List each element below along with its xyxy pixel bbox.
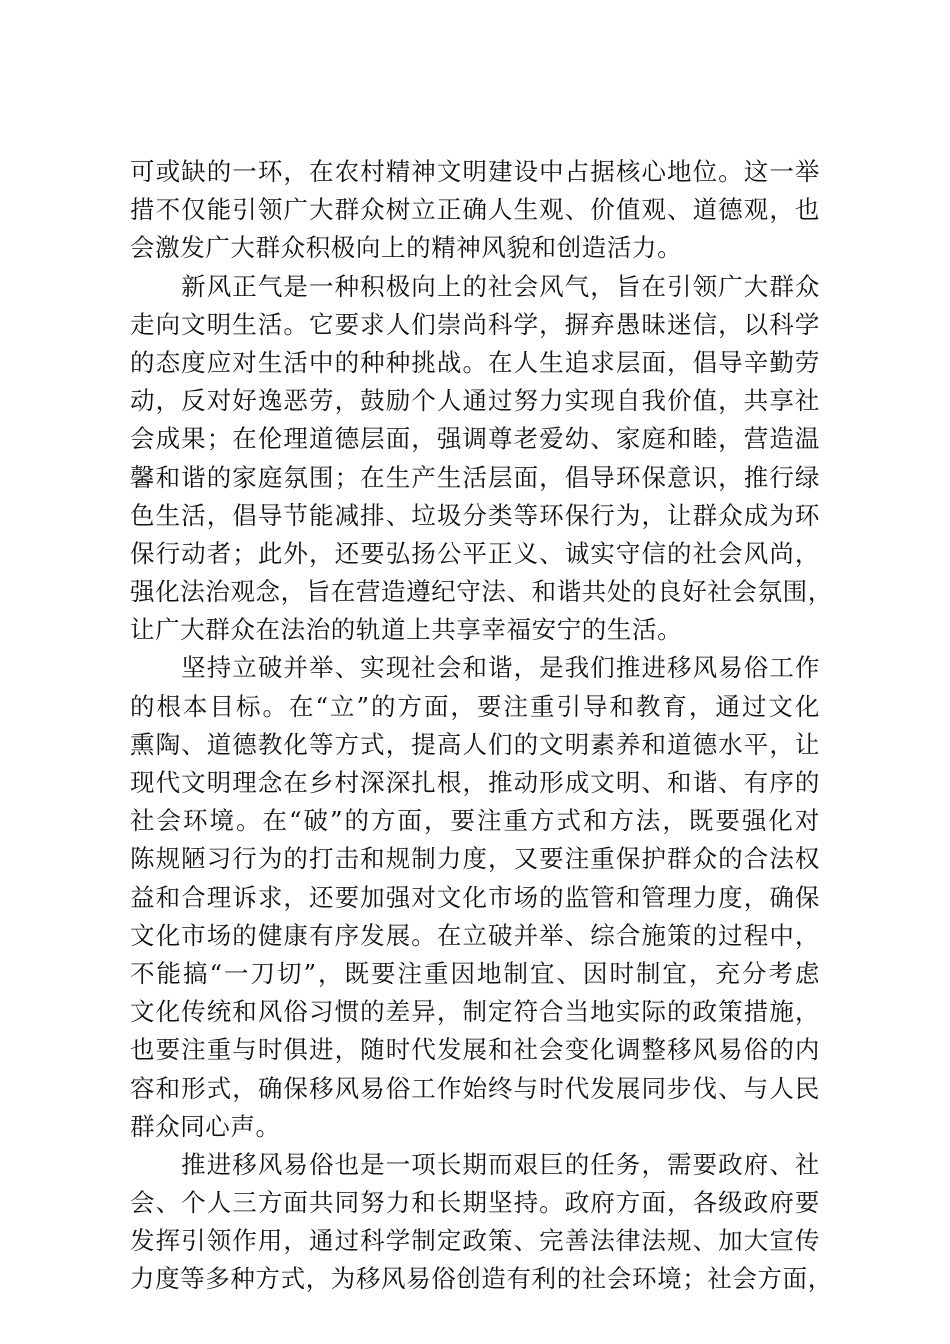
text-line: 熏陶、道德教化等方式，提高人们的文明素养和道德水平，让 (130, 729, 820, 759)
text-line: 会激发广大群众积极向上的精神风貌和创造活力。 (130, 233, 683, 263)
text-line: 让广大群众在法治的轨道上共享幸福安宁的生活。 (130, 615, 683, 645)
text-line: 社会环境。在“破”的方面，要注重方式和方法，既要强化对 (130, 806, 820, 836)
text-line: 发挥引领作用，通过科学制定政策、完善法律法规、加大宣传 (130, 1226, 820, 1256)
text-line: 益和合理诉求，还要加强对文化市场的监管和管理力度，确保 (130, 882, 820, 912)
text-line: 馨和谐的家庭氛围；在生产生活层面，倡导环保意识，推行绿 (130, 462, 820, 492)
text-line: 色生活，倡导节能减排、垃圾分类等环保行为，让群众成为环 (130, 500, 820, 530)
paragraph-start-line: 坚持立破并举、实现社会和谐，是我们推进移风易俗工作 (130, 653, 820, 683)
paragraph-start-line: 推进移风易俗也是一项长期而艰巨的任务，需要政府、社 (130, 1149, 820, 1179)
text-line: 力度等多种方式，为移风易俗创造有利的社会环境；社会方面， (130, 1264, 833, 1294)
text-line: 强化法治观念，旨在营造遵纪守法、和谐共处的良好社会氛围， (130, 577, 833, 607)
body-text (130, 153, 833, 1299)
text-line: 群众同心声。 (130, 1111, 281, 1141)
text-line: 会成果；在伦理道德层面，强调尊老爱幼、家庭和睦，营造温 (130, 424, 820, 454)
text-line: 走向文明生活。它要求人们崇尚科学，摒弃愚昧迷信，以科学 (130, 309, 820, 339)
text-line: 可或缺的一环，在农村精神文明建设中占据核心地位。这一举 (130, 157, 820, 186)
text-line: 文化市场的健康有序发展。在立破并举、综合施策的过程中， (130, 920, 820, 950)
text-line: 容和形式，确保移风易俗工作始终与时代发展同步伐、与人民 (130, 1073, 820, 1103)
text-line: 会、个人三方面共同努力和长期坚持。政府方面，各级政府要 (130, 1188, 820, 1218)
text-line: 也要注重与时俱进，随时代发展和社会变化调整移风易俗的内 (130, 1035, 820, 1065)
text-line: 陈规陋习行为的打击和规制力度，又要注重保护群众的合法权 (130, 844, 820, 874)
text-line: 现代文明理念在乡村深深扎根，推动形成文明、和谐、有序的 (130, 768, 820, 797)
text-line: 动，反对好逸恶劳，鼓励个人通过努力实现自我价值，共享社 (130, 386, 820, 416)
text-line: 的态度应对生活中的种种挑战。在人生追求层面，倡导辛勤劳 (130, 347, 820, 377)
text-line: 措不仅能引领广大群众树立正确人生观、价值观、道德观，也 (130, 195, 820, 225)
text-line: 保行动者；此外，还要弘扬公平正义、诚实守信的社会风尚， (130, 538, 820, 568)
text-line: 文化传统和风俗习惯的差异，制定符合当地实际的政策措施， (130, 997, 820, 1027)
text-line: 的根本目标。在“立”的方面，要注重引导和教育，通过文化 (130, 691, 820, 721)
text-line: 不能搞“一刀切”，既要注重因地制宜、因时制宜，充分考虑 (130, 958, 820, 988)
paragraph-start-line: 新风正气是一种积极向上的社会风气，旨在引领广大群众 (130, 271, 820, 301)
